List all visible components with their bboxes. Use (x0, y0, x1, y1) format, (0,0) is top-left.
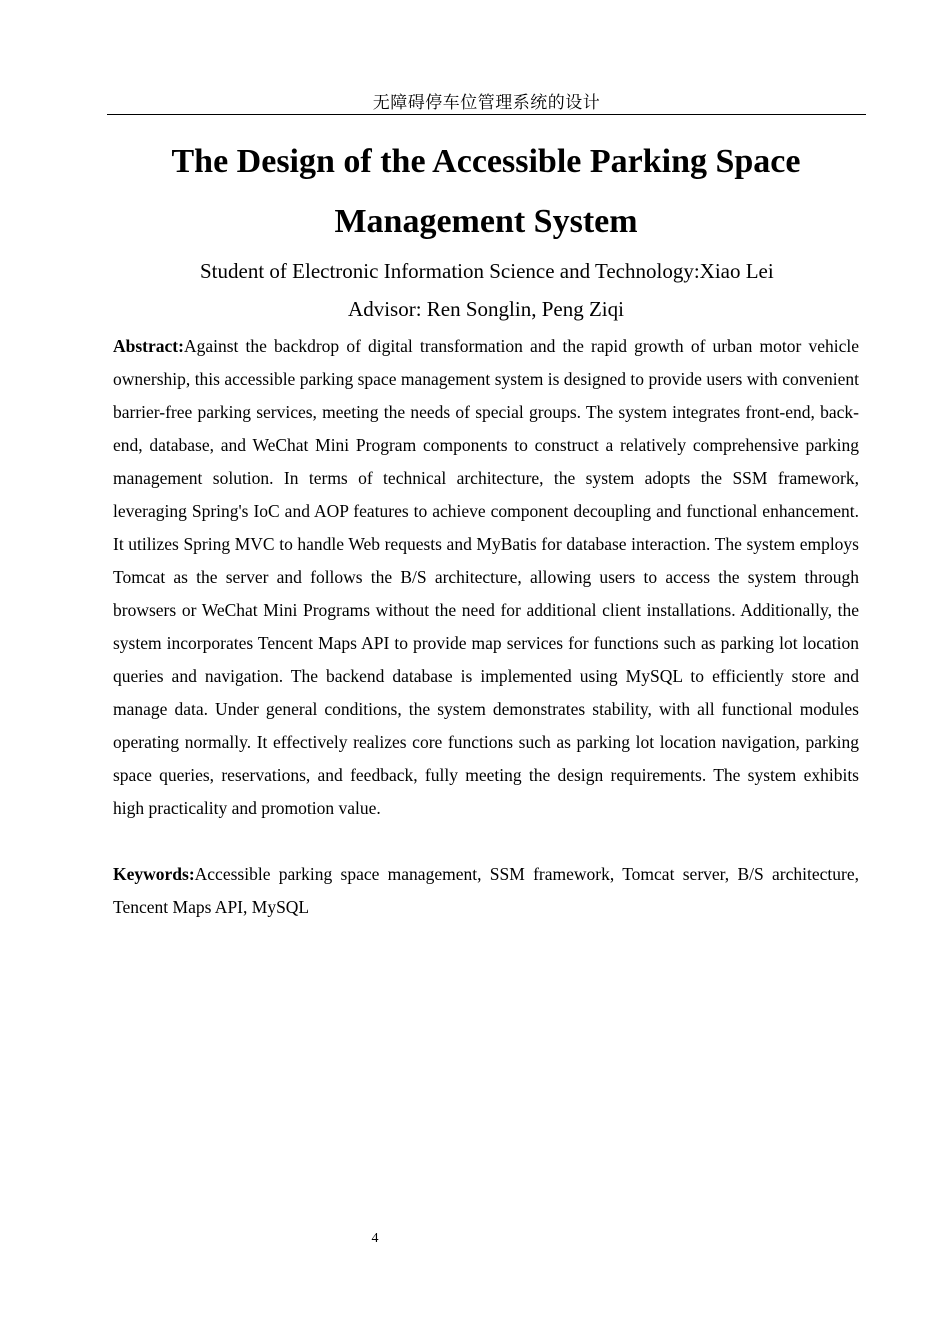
author-line: Student of Electronic Information Science and Technology:Xiao Lei (200, 259, 774, 283)
paper-title: The Design of the Accessible Parking Space Management System (171, 143, 801, 240)
keywords-paragraph (113, 858, 859, 924)
keywords-label: Keywords: (113, 864, 195, 884)
abstract-label: Abstract: (113, 336, 184, 356)
page-number: 4 (371, 1231, 379, 1246)
keywords-text: Accessible parking space management, SSM framework, Tomcat server, B/S architecture, Tencent Maps API, MySQL (113, 864, 859, 917)
abstract-text: Against the backdrop of digital transformation and the rapid growth of urban motor vehicle ownership, this accessible parking space management system is designed to provide users with convenient barrier-free parking services, meeting the needs of special groups. The system integrates front-end, back-end, database, and WeChat Mini Program components to construct a relatively comprehensive parking management solution. In terms of technical architecture, the system adopts the SSM framework, leveraging Spring's IoC and AOP features to achieve component decoupling and functional enhancement. It utilizes Spring MVC to handle Web requests and MyBatis for database interaction. The system employs Tomcat as the server and follows the B/S architecture, allowing users to access the system through browsers or WeChat Mini Programs without the need for additional client installations. Additionally, the system incorporates Tencent Maps API to provide map services for functions such as parking lot location queries and navigation. The backend database is implemented using MySQL to efficiently store and manage data. Under general conditions, the system demonstrates stability, with all functional modules operating normally. It effectively realizes core functions such as parking lot location navigation, parking space queries, reservations, and feedback, fully meeting the design requirements. The system exhibits high practicality and promotion value. (113, 336, 859, 818)
running-header: 无障碍停车位管理系统的设计 (107, 92, 866, 115)
advisor-line: Advisor: Ren Songlin, Peng Ziqi (348, 297, 624, 321)
abstract-paragraph (113, 330, 859, 825)
